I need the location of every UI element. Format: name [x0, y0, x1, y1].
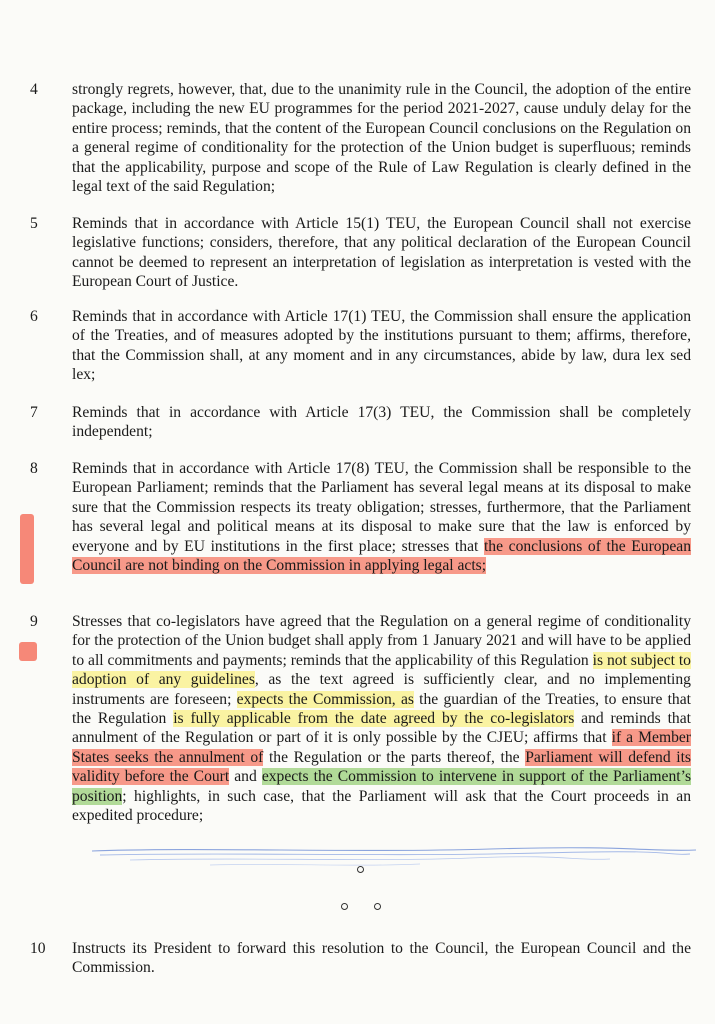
paragraph-10-text: Instructs its President to forward this resolution to the Council, the European Council and the Commission.: [72, 940, 691, 977]
paragraph-number-7: 7: [30, 404, 38, 421]
paragraph-number-6: 6: [30, 308, 38, 325]
separator-circle: [357, 866, 364, 873]
paragraph-9-seg-5: the Regulation or the parts thereof, the: [263, 748, 526, 766]
paragraph-9-seg-3: the guardian of the Treaties, to ensure that the Regulation: [72, 690, 691, 728]
margin-marker-red: [20, 514, 34, 584]
separator-circle: [374, 903, 381, 910]
paragraph-9-highlight-yellow-2: expects the Commission, as: [236, 690, 414, 708]
paragraph-6-text: Reminds that in accordance with Article 17(1) TEU, the Commission shall ensure the application of the Treaties, and of measures adopted by the institutions pursuant to them; affirms, therefore, that the Commission shall, at any moment and in any circumstances, abide by law, dura lex sed lex;: [72, 308, 691, 384]
paragraph-6: [72, 307, 691, 385]
paragraph-4-text: strongly regrets, however, that, due to the unanimity rule in the Council, the adoption of the entire package, including the new EU programmes for the period 2021-2027, cause unduly delay for the entire process; reminds, that the content of the European Council conclusions on the Regulation on a general regime of conditionality for the protection of the Union budget is superfluous; reminds that the applicability, purpose and scope of the Rule of Law Regulation is clearly defined in the legal text of the said Regulation;: [72, 81, 691, 196]
paragraph-9-highlight-yellow-3: is fully applicable from the date agreed by the co-legislators: [173, 710, 575, 728]
paragraph-9-highlight-green: expects the Commission to intervene in support of the Parliament’s position: [72, 768, 692, 805]
paragraph-7-text: Reminds that in accordance with Article 17(3) TEU, the Commission shall be completely independent;: [72, 404, 691, 441]
paragraph-8-text-plain: Reminds that in accordance with Article 17(8) TEU, the Commission shall be responsible to the European Parliament; reminds that the Parliament has several legal means at its disposal to make sure that the Commission respects its treaty obligation; stresses, furthermore, that the Parliament has several legal and political means at its disposal to make sure that the law is enforced by everyone and by EU institutions in the first place; stresses that: [72, 460, 691, 555]
paragraph-number-10: 10: [30, 940, 46, 957]
paragraph-9-seg-6: and: [229, 768, 262, 786]
separator-circle: [341, 903, 348, 910]
paragraph-4: [72, 80, 691, 196]
blue-pen-scribble: [90, 843, 700, 871]
paragraph-9-seg-2: , as the text agreed is sufficiently clear, and no implementing instruments are foreseen;: [72, 671, 691, 708]
paragraph-9-seg-7: ; highlights, in such case, that the Parliament will ask that the Court proceeds in an expedited procedure;: [72, 787, 691, 825]
paragraph-5: [72, 214, 691, 292]
paragraph-number-4: 4: [30, 81, 38, 98]
paragraph-number-5: 5: [30, 215, 38, 232]
paragraph-9-highlight-red-2: Parliament will defend its validity before the Court: [72, 748, 691, 786]
paragraph-9-seg-4: and reminds that annulment of the Regulation or part of it is only possible by the CJEU; affirms that: [72, 710, 691, 747]
paragraph-7: [72, 403, 691, 442]
paragraph-9-highlight-yellow-1: is not subject to adoption of any guidelines: [72, 651, 691, 689]
paragraph-8: [72, 459, 691, 575]
paragraph-8-highlight-red: the conclusions of the European Council are not binding on the Commission in applying legal acts;: [72, 537, 692, 575]
paragraph-5-text: Reminds that in accordance with Article 15(1) TEU, the European Council shall not exercise legislative functions; considers, therefore, that any political declaration of the European Council cannot be deemed to represent an interpretation of legislation as interpretation is vested with the European Court of Justice.: [72, 215, 691, 291]
paragraph-9: [72, 612, 691, 825]
paragraph-9-seg-1: Stresses that co-legislators have agreed that the Regulation on a general regime of conditionality for the protection of the Union budget shall apply from 1 January 2021 and will have to be applied to all commitments and payments; reminds that the applicability of this Regulation: [72, 613, 691, 669]
margin-marker-red-small: [19, 642, 37, 661]
paragraph-10: [72, 939, 691, 978]
paragraph-9-highlight-red-1: if a Member States seeks the annulment of: [72, 729, 691, 766]
paragraph-number-8: 8: [30, 460, 38, 477]
paragraph-number-9: 9: [30, 613, 38, 630]
